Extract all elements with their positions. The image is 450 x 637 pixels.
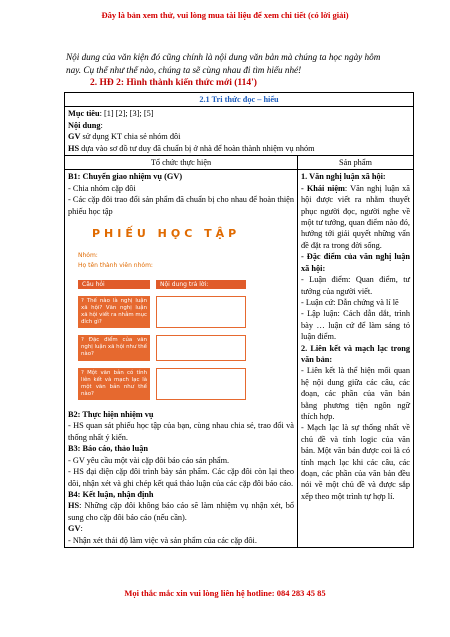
b4-hs-text: : Những cặp đôi không báo cáo sẽ làm nhiệm vụ nhận xét, bổ sung cho cặp đôi báo cáo (nếu cần).: [68, 501, 294, 522]
worksheet-group: Nhóm:: [78, 252, 98, 260]
b2-title: B2: Thực hiện nhiệm vụ: [68, 410, 154, 420]
worksheet-answer-header: Nội dung trả lời:: [156, 280, 246, 289]
worksheet-members: Họ tên thành viên nhóm:: [78, 262, 153, 270]
content-label: Nội dung: [68, 120, 101, 130]
goal-line: [68, 108, 410, 119]
activity-heading: 2. HĐ 2: Hình thành kiến thức mới (114'): [90, 78, 257, 88]
s1-feature-3: - Lập luận: Cách dẫn dắt, trình bày … luận cứ để làm sáng tỏ luận điểm.: [301, 309, 410, 342]
worksheet-image: [72, 220, 250, 405]
b4-title: B4: Kết luận, nhận định: [68, 489, 154, 499]
column-header-product: Sản phẩm: [298, 156, 414, 170]
hotline-banner: Mọi thắc mắc xin vui lòng liên hệ hotline: 084 283 45 85: [124, 588, 326, 598]
lesson-info-cell: [65, 107, 414, 156]
b3-line-1: - GV yêu cầu một vài cặp đôi báo cáo sản phẩm.: [68, 455, 230, 465]
worksheet-answer-3: [156, 368, 246, 400]
goal-value: : [1] [2]; [3]; [5]: [99, 109, 154, 119]
organization-cell: [65, 170, 298, 548]
worksheet-question-2: ? Đặc điểm của văn nghị luận xã hội như thế nào?: [78, 335, 150, 361]
content-line: [68, 120, 410, 131]
b3-line-2: - HS đại diện cặp đôi trình bày sản phẩm. Các cặp đôi còn lại theo dõi, nhận xét và ghi chép kết quả thảo luận của các cặp đôi báo cáo.: [68, 467, 294, 488]
s2-line-1: - Liên kết là thể hiện mối quan hệ nội dung giữa các câu, các đoạn, các phần của văn bản bằng phương tiện ngôn ngữ thích hợp.: [301, 366, 410, 421]
gv-line: [68, 131, 410, 142]
hs-line: [68, 143, 410, 154]
b4-gv-label: GV: [68, 524, 81, 534]
section-title: 2.1 Tri thức đọc – hiểu: [65, 93, 414, 107]
s1-definition-text: : Văn nghị luận xã hội được viết ra nhằm thuyết phục người đọc, người nghe về một tư tưởng, quan điểm nào đó, hướng tới giải quyết những vấn đề đặt ra trong đời sống.: [301, 183, 410, 250]
gv-text: sử dụng KT chia sẻ nhóm đôi: [80, 132, 181, 142]
worksheet-question-header: Câu hỏi: [78, 280, 150, 289]
s1-definition-label: - Khái niệm: [301, 183, 345, 193]
worksheet-question-1: ? Thế nào là nghị luận xã hội? Văn nghị luận xã hội viết ra nhằm mục đích gì?: [78, 296, 150, 328]
b4-hs-line: [68, 500, 294, 523]
b2-line-1: - HS quan sát phiếu học tập của bạn, cùng nhau chia sẻ, trao đổi và thống nhất ý kiến.: [68, 421, 294, 442]
intro-paragraph: Nội dung của văn kiện đó cũng chính là nội dung văn bản mà chúng ta học ngày hôm nay. Cụ thể như thế nào, chúng ta sẽ cùng nhau đi tìm hiểu nhé!: [66, 52, 381, 75]
gv-label: GV: [68, 132, 81, 142]
hs-label: HS: [68, 143, 80, 153]
goal-label: Mục tiêu: [68, 109, 100, 119]
worksheet-question-3: ? Một văn bản có tính liên kết và mạch lạc là một văn bản như thế nào?: [78, 368, 150, 400]
s1-feature-1: - Luận điểm: Quan điểm, tư tưởng của người viết.: [301, 275, 410, 296]
b4-hs-label: HS: [68, 501, 80, 511]
b4-gv-colon: :: [80, 524, 83, 534]
hs-text: dựa vào sơ đồ tư duy đã chuẩn bị ở nhà để hoàn thành nhiệm vụ nhóm: [79, 143, 315, 153]
s1-definition: [301, 183, 410, 251]
column-header-organization: Tổ chức thực hiện: [65, 156, 298, 170]
worksheet-title: PHIẾU HỌC TẬP: [92, 227, 241, 241]
s1-features-title: - Đặc điểm của văn nghị luận xã hội:: [301, 252, 410, 273]
b1-line-2: - Các cặp đôi trao đổi sản phẩm đã chuẩn bị cho nhau để hoàn thiện phiếu học tập: [68, 195, 294, 216]
s1-feature-2: - Luận cứ: Dẫn chứng và lí lẽ: [301, 297, 399, 307]
b3-title: B3: Báo cáo, thảo luận: [68, 444, 148, 454]
b4-gv-line: [68, 523, 294, 534]
b4-gv-text: - Nhận xét thái độ làm việc và sản phẩm của các cặp đôi.: [68, 535, 257, 545]
s1-title: 1. Văn nghị luận xã hội:: [301, 172, 386, 182]
s2-title: 2. Liên kết và mạch lạc trong văn bản:: [301, 343, 410, 364]
preview-banner: Đây là bản xem thử, vui lòng mua tài liệu để xem chi tiết (có lời giải): [101, 10, 349, 20]
worksheet-answer-1: [156, 296, 246, 328]
b1-line-1: - Chia nhóm cặp đôi: [68, 183, 136, 193]
worksheet-answer-2: [156, 335, 246, 361]
content-colon: :: [100, 120, 103, 130]
b1-title: B1: Chuyển giao nhiệm vụ (GV): [68, 172, 183, 182]
s2-line-2: - Mạch lạc là sự thống nhất về chủ đề và tính logic của văn bản. Một văn bản được coi là có tính mạch lạc khi các câu, các đoạn, các phần của văn bản đều nói về một chủ đề và được sắp xếp theo một trình tự hợp lí.: [301, 423, 410, 501]
lesson-table: [64, 92, 414, 548]
product-cell: [298, 170, 414, 548]
